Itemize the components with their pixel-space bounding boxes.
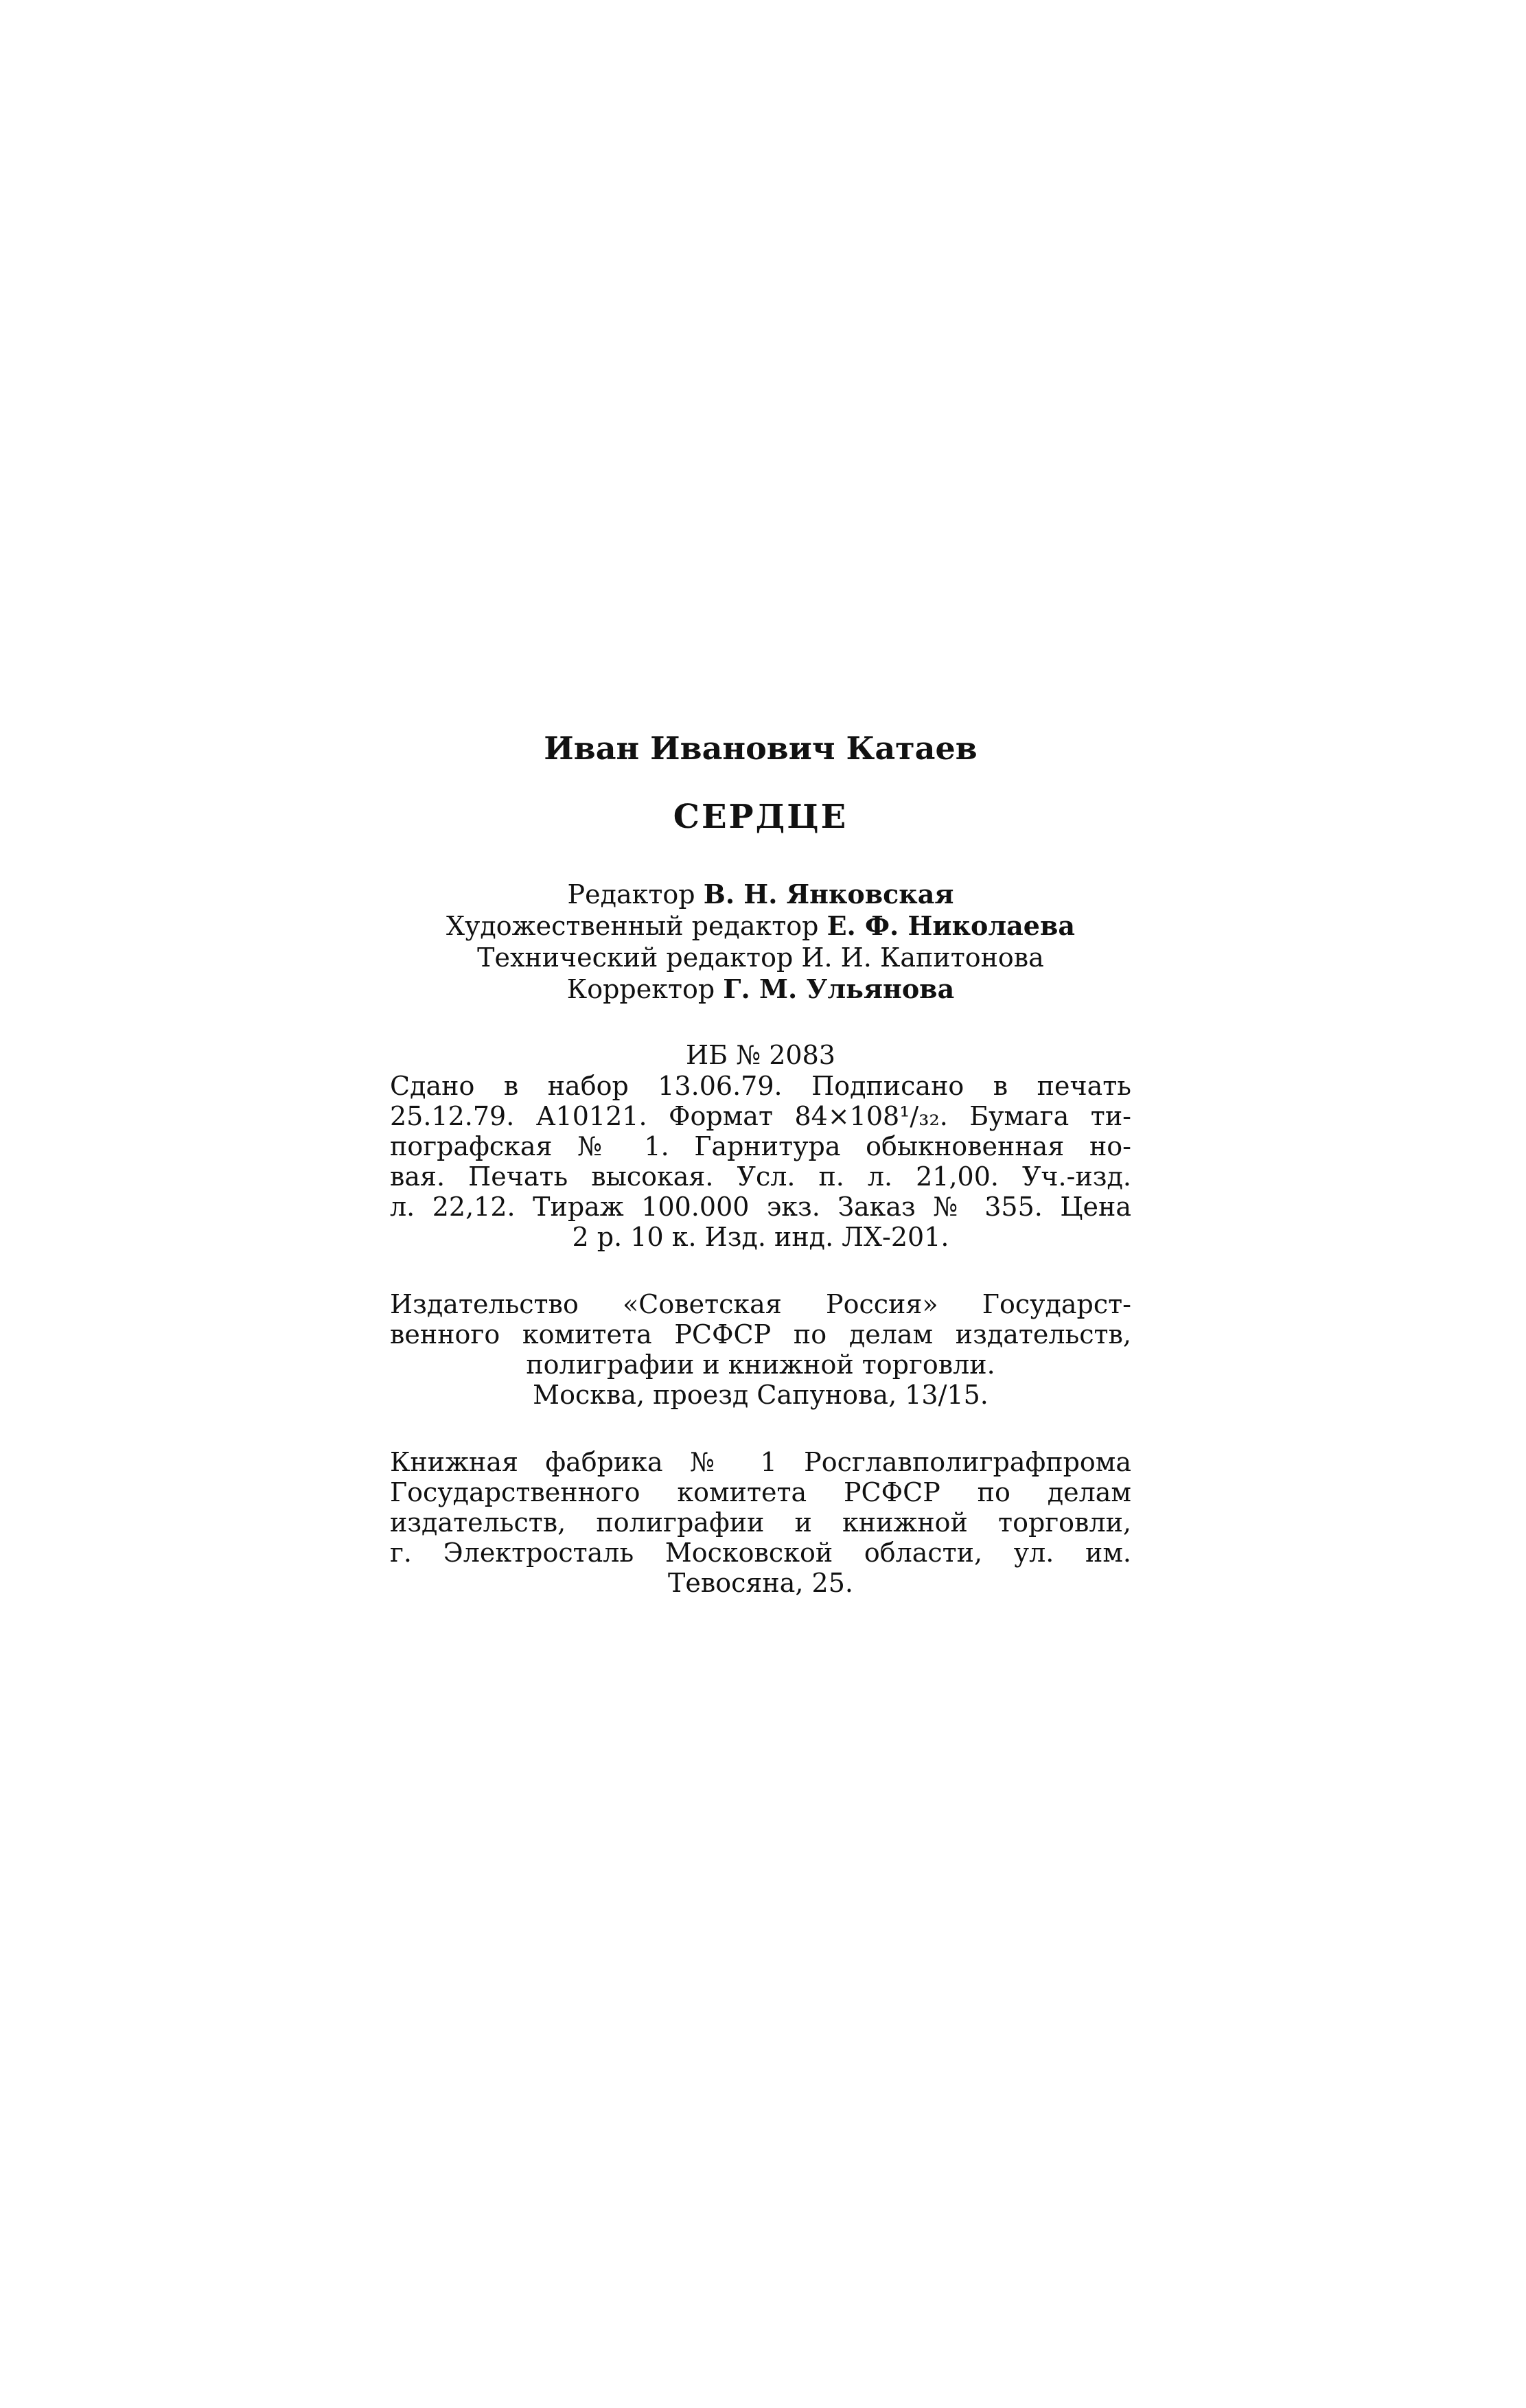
credit-proofreader [390,973,1131,1005]
print-details-line: пографская № 1. Гарнитура обыкновенная но- [390,1131,1131,1161]
credit-name: Е. Ф. Николаева [826,910,1075,941]
printer-line: Тевосяна, 25. [668,1568,853,1598]
print-details-line: 25.12.79. А10121. Формат 84×108¹/₃₂. Бумага ти- [390,1101,1131,1131]
ib-number: ИБ № 2083 [686,1040,835,1070]
print-details-line: 2 р. 10 к. Изд. инд. ЛХ-201. [572,1222,949,1252]
print-details [390,1071,1131,1252]
credit-role: Художественный редактор [446,911,819,941]
publisher-line: полиграфии и книжной торговли. [526,1350,995,1380]
publisher-line: венного комитета РСФСР по делам издательств, [390,1319,1131,1350]
credit-name: И. И. Капитонова [801,942,1044,973]
colophon [390,728,1131,1598]
credit-art-editor [390,910,1131,942]
print-details-line: Сдано в набор 13.06.79. Подписано в печать [390,1071,1131,1101]
credit-role: Технический редактор [477,942,794,973]
book-title: СЕРДЦЕ [673,798,848,836]
printer-info [390,1447,1131,1598]
publisher-line: Москва, проезд Сапунова, 13/15. [533,1380,989,1410]
printer-line: Государственного комитета РСФСР по делам [390,1477,1131,1507]
credit-role: Редактор [567,879,695,910]
printer-line: Книжная фабрика № 1 Росглавполиграфпрома [390,1447,1131,1477]
print-details-line: вая. Печать высокая. Усл. п. л. 21,00. Уч.-изд. [390,1161,1131,1192]
credit-tech-editor [390,942,1131,973]
credit-role: Корректор [566,974,715,1004]
printer-line: издательств, полиграфии и книжной торговли, [390,1507,1131,1538]
credit-editor [390,879,1131,910]
printer-line: г. Электросталь Московской области, ул. им. [390,1538,1131,1568]
publisher-line: Издательство «Советская Россия» Государст- [390,1289,1131,1319]
credits-block [390,879,1131,1005]
credit-name: Г. М. Ульянова [723,973,955,1004]
author-name: Иван Иванович Катаев [544,730,978,767]
credit-name: В. Н. Янковская [703,879,954,910]
publisher-info [390,1289,1131,1410]
print-details-line: л. 22,12. Тираж 100.000 экз. Заказ № 355. Цена [390,1192,1131,1222]
